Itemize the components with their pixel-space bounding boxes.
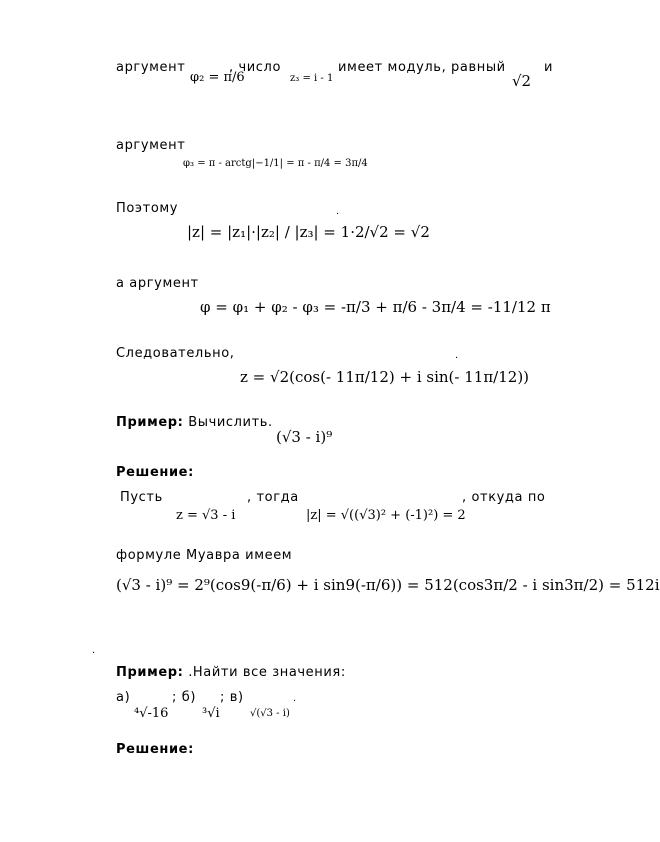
text-whence: , откуда по xyxy=(462,490,546,505)
text-and: и xyxy=(544,60,554,75)
text-moivre: формуле Муавра имеем xyxy=(116,548,293,563)
text-c: ; в) xyxy=(220,690,244,705)
document-page: аргумент φ₂ = π/6 , число z₃ = i - 1 имеет модуль, равный √2 и аргумент φ₃ = π - arctg|−1/1| = π - π/4 = 3π/4 Поэтому . |z| = |z₁|·|z₂| / |z₃| = 1·2/√2 = √2 а аргумент φ = φ₁ + φ₂ - φ₃ = -π/3 + π/6 - 3π/4 = -11/12 π Следовательно, . z = √2(cos(- 11π/12) + i sin(- 11π/12)) Пример: Вычислить. (√3 - i)⁹ Решение: Пусть z = √3 - i , тогда |z| = √((√3)² + (-1)²) = 2 , откуда по формуле Муавра имеем (√3 - i)⁹ = 2⁹(cos9(-π/6) + i sin9(-π/6)) = 512(cos3π/2 - i sin3π/2) = 512i . Пример: .Найти все значения: а) ⁴√-16 ; б) ³√i ; в) √(√3 - i) . Решение: xyxy=(92,60,660,757)
formula-phi2: φ₂ = π/6 xyxy=(190,70,245,85)
formula-modulus: |z| = |z₁|·|z₂| / |z₃| = 1·2/√2 = √2 xyxy=(187,223,430,241)
formula-phi3: φ₃ = π - arctg|−1/1| = π - π/4 = 3π/4 xyxy=(183,158,368,169)
formula-power: (√3 - i)⁹ xyxy=(276,428,333,446)
text-argument-2: аргумент xyxy=(116,138,186,153)
text-let: Пусть xyxy=(120,490,163,505)
formula-moivre-result: (√3 - i)⁹ = 2⁹(cos9(-π/6) + i sin9(-π/6)) = 512(cos3π/2 - i sin3π/2) = 512i xyxy=(116,576,660,594)
text-then: , тогда xyxy=(247,490,299,505)
formula-z-modulus: |z| = √((√3)² + (-1)²) = 2 xyxy=(306,508,466,523)
formula-sqrt2: √2 xyxy=(512,72,532,90)
text-argument: аргумент xyxy=(116,60,186,75)
text-has-modulus: имеет модуль, равный xyxy=(338,60,506,75)
formula-phi: φ = φ₁ + φ₂ - φ₃ = -π/3 + π/6 - 3π/4 = -11/12 π xyxy=(200,298,551,316)
formula-root-a: ⁴√-16 xyxy=(134,706,169,721)
formula-root-b: ³√i xyxy=(202,706,220,721)
formula-z-trig: z = √2(cos(- 11π/12) + i sin(- 11π/12)) xyxy=(240,368,530,386)
formula-z3: z₃ = i - 1 xyxy=(290,73,334,84)
text-consequently: Следовательно, xyxy=(116,346,235,361)
solution-label: Решение: xyxy=(116,465,194,480)
text-a: а) xyxy=(116,690,131,705)
text-therefore: Поэтому xyxy=(116,201,179,216)
text-b: ; б) xyxy=(172,690,197,705)
solution-label-2: Решение: xyxy=(116,742,194,757)
formula-z-def: z = √3 - i xyxy=(176,508,236,523)
text-and-argument: а аргумент xyxy=(116,276,199,291)
example-label: Пример: Вычислить. xyxy=(116,415,273,430)
example-label-2: Пример: .Найти все значения: xyxy=(116,665,346,680)
formula-root-c: √(√3 - i) xyxy=(250,708,290,719)
text-number: , число xyxy=(229,60,282,75)
